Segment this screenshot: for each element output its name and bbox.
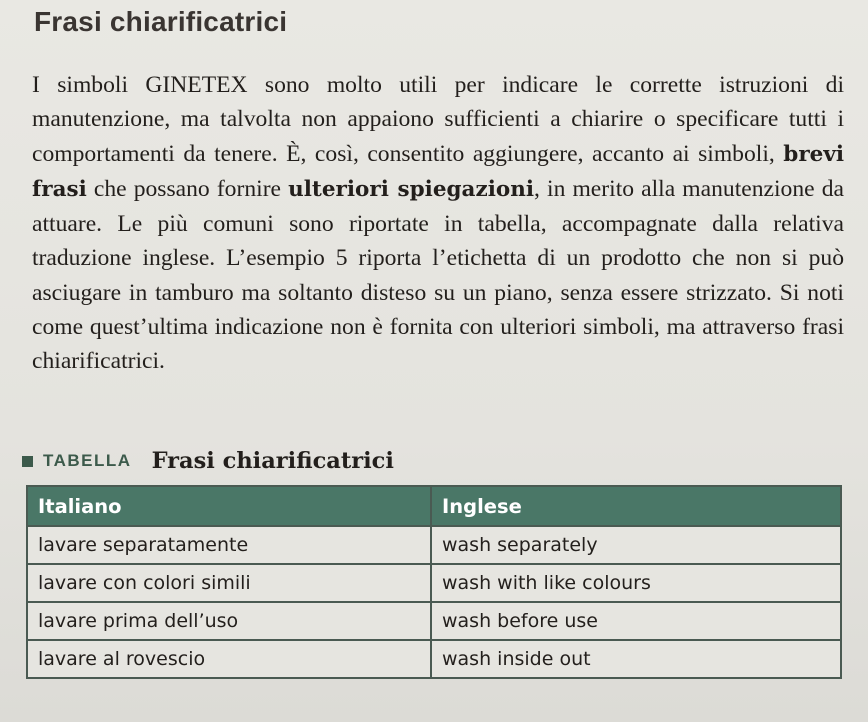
cell-inglese: wash inside out xyxy=(431,640,841,678)
table-row xyxy=(27,526,841,564)
cell-inglese: wash with like colours xyxy=(431,564,841,602)
header-inglese: Inglese xyxy=(431,486,841,526)
paragraph-text-1: I simboli GINETEX sono molto utili per indicare le corrette istruzioni di manutenzione, ma talvolta non appaiono sufficienti a chiarire o specificare tutti i comportamenti da tenere. È, così, consentito aggiungere, accanto ai simboli, xyxy=(32,72,844,167)
table-row xyxy=(27,602,841,640)
table-header-row xyxy=(27,486,841,526)
caption-tag: TABELLA xyxy=(43,451,132,470)
cell-inglese: wash before use xyxy=(431,602,841,640)
table-caption xyxy=(22,446,394,476)
caption-title: Frasi chiarificatrici xyxy=(151,448,394,474)
cell-italiano: lavare separatamente xyxy=(27,526,431,564)
bold-brevi-frasi: brevi frasi xyxy=(32,141,844,202)
table-row xyxy=(27,640,841,678)
cell-italiano: lavare con colori simili xyxy=(27,564,431,602)
paragraph-text-2: che possano fornire xyxy=(86,175,289,202)
section-heading: Frasi chiarificatrici xyxy=(34,6,288,37)
cell-inglese: wash separately xyxy=(431,526,841,564)
square-bullet-icon xyxy=(22,456,33,467)
table-row xyxy=(27,564,841,602)
header-italiano: Italiano xyxy=(27,486,431,526)
cell-italiano: lavare prima dell’uso xyxy=(27,602,431,640)
paragraph-text-3: , in merito alla manutenzione da attuare. Le più comuni sono riportate in tabella, accompagnate dalla relativa traduzione inglese. L’esempio 5 riporta l’etichetta di un prodotto che non si può asciugare in tamburo ma soltanto disteso su un piano, senza essere strizzato. Si noti come quest’ultima indicazione non è fornita con ulteriori simboli, ma attraverso frasi chiarificatrici. xyxy=(32,175,844,375)
bold-ulteriori-spiegazioni: ulteriori spiegazioni xyxy=(288,176,535,202)
body-paragraph xyxy=(32,68,844,379)
cell-italiano: lavare al rovescio xyxy=(27,640,431,678)
phrases-table xyxy=(26,485,842,679)
